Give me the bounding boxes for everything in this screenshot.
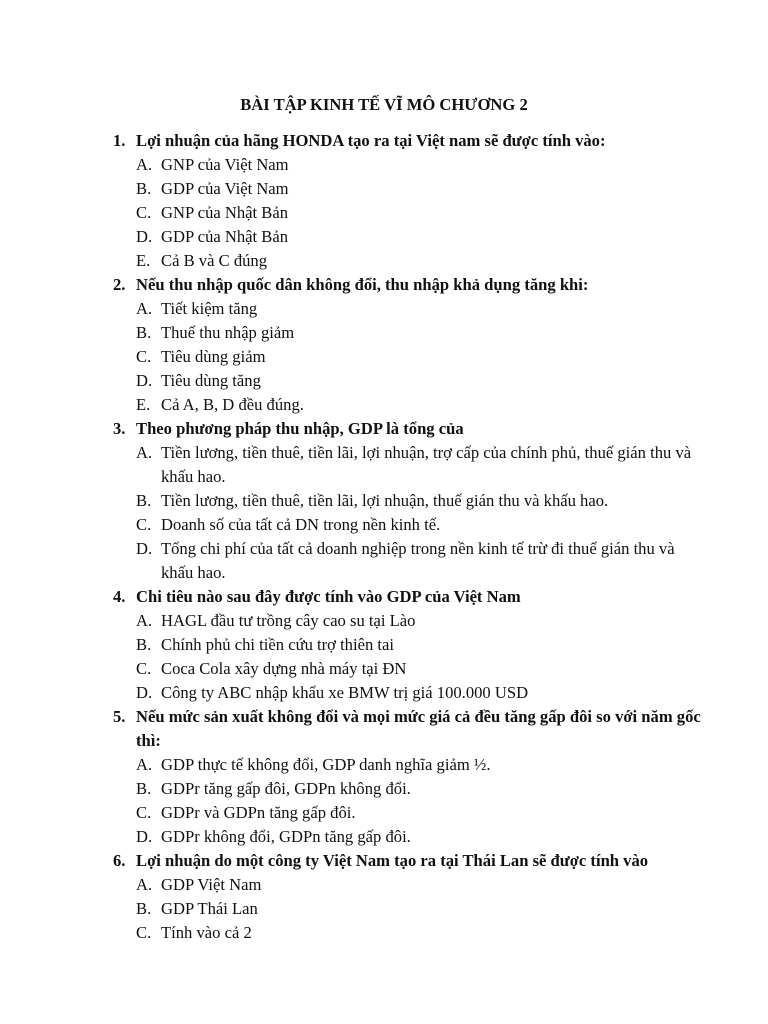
answer-option [0, 489, 706, 513]
question-number: 6. [113, 851, 126, 870]
option-letter: C. [136, 203, 152, 222]
option-letter: B. [136, 491, 152, 510]
answer-option [0, 345, 706, 369]
option-text: Thuế thu nhập giảm [161, 323, 295, 342]
option-text: Cả A, B, D đều đúng. [161, 395, 304, 414]
option-text: Tiền lương, tiền thuê, tiền lãi, lợi nhuận, trợ cấp của chính phủ, thuế gián thu và khấu hao. [161, 443, 692, 486]
option-letter: D. [136, 539, 153, 558]
question-text: Nếu mức sản xuất không đổi và mọi mức giá cả đều tăng gấp đôi so với năm gốc thì: [136, 707, 701, 750]
option-letter: D. [136, 683, 153, 702]
answer-option [0, 609, 706, 633]
page-title: BÀI TẬP KINH TẾ VĨ MÔ CHƯƠNG 2 [240, 95, 528, 114]
question-text: Nếu thu nhập quốc dân không đổi, thu nhập khả dụng tăng khi: [136, 275, 589, 294]
option-letter: A. [136, 611, 153, 630]
option-letter: A. [136, 299, 153, 318]
question-heading [0, 273, 702, 297]
question-3 [0, 417, 768, 585]
answer-option [0, 321, 706, 345]
answer-option [0, 153, 706, 177]
answer-option [0, 369, 706, 393]
option-text: GDPr và GDPn tăng gấp đôi. [161, 803, 356, 822]
answer-option [0, 201, 706, 225]
option-text: GDP Thái Lan [161, 899, 258, 918]
option-letter: B. [136, 323, 152, 342]
option-text: Tính vào cả 2 [161, 923, 252, 942]
option-letter: C. [136, 659, 152, 678]
answer-option [0, 225, 706, 249]
option-text: GNP của Nhật Bản [161, 203, 289, 222]
answer-option [0, 633, 706, 657]
option-letter: A. [136, 443, 153, 462]
option-text: Coca Cola xây dựng nhà máy tại ĐN [161, 659, 407, 678]
answer-option [0, 249, 706, 273]
answer-option [0, 681, 706, 705]
option-text: HAGL đầu tư trồng cây cao su tại Lào [161, 611, 416, 630]
option-letter: D. [136, 827, 153, 846]
question-text: Lợi nhuận do một công ty Việt Nam tạo ra tại Thái Lan sẽ được tính vào [136, 851, 649, 870]
answer-option [0, 921, 706, 945]
option-letter: E. [136, 251, 151, 270]
option-letter: A. [136, 755, 153, 774]
question-4 [0, 585, 768, 705]
option-text: GDPr tăng gấp đôi, GDPn không đổi. [161, 779, 411, 798]
question-number: 2. [113, 275, 126, 294]
question-list [0, 129, 768, 945]
option-text: GNP của Việt Nam [161, 155, 289, 174]
option-letter: D. [136, 227, 153, 246]
question-number: 3. [113, 419, 126, 438]
option-text: GDPr không đổi, GDPn tăng gấp đôi. [161, 827, 411, 846]
question-text: Chi tiêu nào sau đây được tính vào GDP của Việt Nam [136, 587, 521, 606]
answer-option [0, 753, 706, 777]
option-letter: C. [136, 803, 152, 822]
question-text: Theo phương pháp thu nhập, GDP là tổng của [136, 419, 464, 438]
option-letter: D. [136, 371, 153, 390]
option-letter: C. [136, 515, 152, 534]
question-text: Lợi nhuận của hãng HONDA tạo ra tại Việt nam sẽ được tính vào: [136, 131, 606, 150]
answer-option [0, 657, 706, 681]
option-text: Tiêu dùng tăng [161, 371, 261, 390]
option-letter: C. [136, 923, 152, 942]
option-text: Chính phủ chi tiền cứu trợ thiên tai [161, 635, 394, 654]
question-heading [0, 705, 702, 753]
option-text: GDP của Nhật Bản [161, 227, 289, 246]
option-text: Tiền lương, tiền thuê, tiền lãi, lợi nhuận, thuế gián thu và khấu hao. [161, 491, 609, 510]
question-5 [0, 705, 768, 849]
option-letter: A. [136, 155, 153, 174]
question-heading [0, 849, 702, 873]
option-text: GDP của Việt Nam [161, 179, 289, 198]
question-1 [0, 129, 768, 273]
answer-option [0, 777, 706, 801]
option-letter: B. [136, 779, 152, 798]
option-text: Doanh số của tất cả DN trong nền kinh tế. [161, 515, 441, 534]
question-heading [0, 417, 702, 441]
option-letter: C. [136, 347, 152, 366]
option-letter: A. [136, 875, 153, 894]
question-2 [0, 273, 768, 417]
question-number: 1. [113, 131, 126, 150]
option-letter: E. [136, 395, 151, 414]
option-text: Công ty ABC nhập khẩu xe BMW trị giá 100.000 USD [161, 683, 529, 702]
option-text: Cả B và C đúng [161, 251, 268, 270]
question-heading [0, 129, 702, 153]
answer-option [0, 297, 706, 321]
answer-option [0, 441, 706, 489]
question-number: 4. [113, 587, 126, 606]
answer-option [0, 513, 706, 537]
option-letter: B. [136, 179, 152, 198]
answer-option [0, 393, 706, 417]
question-number: 5. [113, 707, 126, 726]
option-letter: B. [136, 899, 152, 918]
option-text: GDP Việt Nam [161, 875, 262, 894]
answer-option [0, 177, 706, 201]
option-text: GDP thực tế không đổi, GDP danh nghĩa giảm ½. [161, 755, 491, 774]
answer-option [0, 873, 706, 897]
question-6 [0, 849, 768, 945]
answer-option [0, 897, 706, 921]
answer-option [0, 537, 706, 585]
option-text: Tổng chi phí của tất cả doanh nghiệp trong nền kinh tế trừ đi thuế gián thu và khấu hao. [161, 539, 675, 582]
answer-option [0, 825, 706, 849]
option-letter: B. [136, 635, 152, 654]
answer-option [0, 801, 706, 825]
option-text: Tiêu dùng giảm [161, 347, 266, 366]
question-heading [0, 585, 702, 609]
option-text: Tiết kiệm tăng [161, 299, 258, 318]
